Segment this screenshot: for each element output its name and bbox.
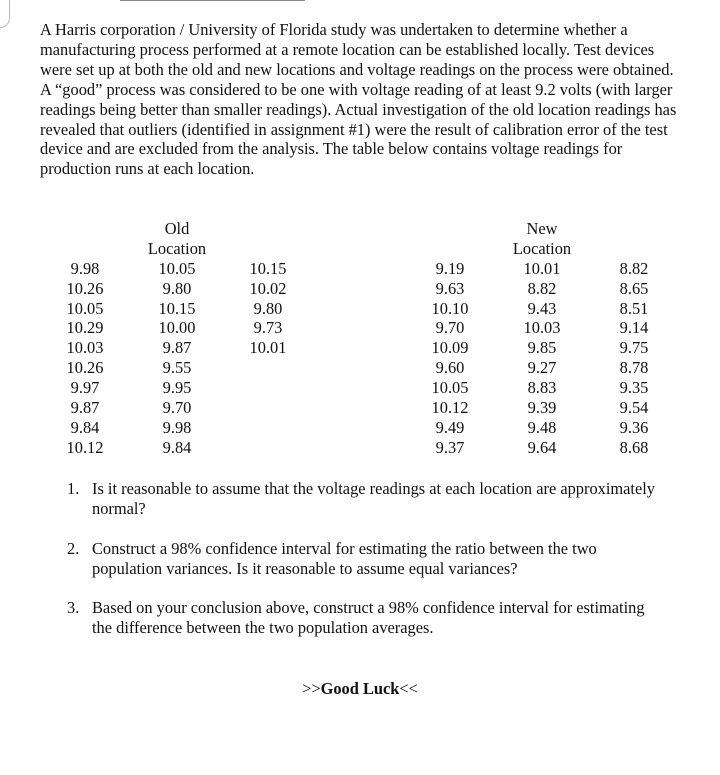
voltage-reading-cell: 9.80 <box>253 298 283 318</box>
voltage-reading-cell: 9.70 <box>162 398 192 418</box>
voltage-reading-cell: 9.35 <box>619 378 649 398</box>
question-item <box>67 598 667 638</box>
voltage-reading-cell: 9.80 <box>162 278 192 298</box>
voltage-reading-cell: 9.36 <box>619 417 649 437</box>
voltage-reading-cell: 9.84 <box>162 437 192 457</box>
new-location-header <box>492 219 592 259</box>
voltage-reading-cell: 9.27 <box>527 358 557 378</box>
voltage-reading-cell: 10.01 <box>249 338 287 358</box>
good-luck-footer <box>0 679 720 699</box>
footer-suffix: << <box>399 679 418 698</box>
voltage-reading-cell: 9.98 <box>162 417 192 437</box>
question-text: Construct a 98% confidence interval for estimating the ratio between the two population variances. Is it reasonable to assume equal variances? <box>92 538 597 578</box>
question-text: Based on your conclusion above, construct a 98% confidence interval for estimating the difference between the two population averages. <box>92 598 645 638</box>
question-number: 3. <box>67 598 80 618</box>
new-header-line1: New <box>526 219 558 238</box>
voltage-reading-cell: 9.43 <box>527 298 557 318</box>
voltage-reading-cell: 9.84 <box>70 417 100 437</box>
voltage-reading-cell: 9.95 <box>162 378 192 398</box>
voltage-reading-cell: 8.82 <box>619 258 649 278</box>
old-header-line1: Old <box>164 219 190 238</box>
voltage-reading-cell: 9.60 <box>435 358 465 378</box>
voltage-reading-cell: 9.48 <box>527 417 557 437</box>
intro-paragraph: A Harris corporation / University of Florida study was undertaken to determine whether a manufacturing process performed at a remote location can be established locally. Test devices were set up at both the old and new locations and voltage readings on the process were obtained. A “good” process was considered to be one with voltage reading of at least 9.2 volts (with larger readings being better than smaller readings). Actual investigation of the old location readings has revealed that outliers (identified in assignment #1) were the result of calibration error of the test device and are excluded from the analysis. The table below contains voltage readings for production runs at each location. <box>40 20 677 179</box>
question-text: Is it reasonable to assume that the voltage readings at each location are approximately normal? <box>92 479 655 518</box>
voltage-reading-cell: 9.87 <box>70 398 100 418</box>
voltage-reading-cell: 10.10 <box>431 298 469 318</box>
new-header-line2: Location <box>512 238 572 258</box>
new-location-column-3 <box>594 259 674 458</box>
old-location-header <box>127 219 227 259</box>
top-divider <box>120 0 305 1</box>
new-location-column-1 <box>410 259 490 458</box>
question-item <box>67 479 667 519</box>
footer-prefix: >> <box>302 679 321 698</box>
question-list <box>67 479 667 658</box>
voltage-reading-cell: 8.68 <box>619 437 649 457</box>
voltage-reading-cell: 9.87 <box>162 338 192 358</box>
voltage-reading-cell: 9.14 <box>619 318 649 338</box>
voltage-reading-cell: 10.26 <box>66 278 104 298</box>
voltage-reading-cell: 9.19 <box>435 258 465 278</box>
voltage-reading-cell: 10.02 <box>249 278 287 298</box>
old-location-column-3 <box>228 259 308 358</box>
question-item <box>67 539 667 579</box>
voltage-reading-cell: 10.00 <box>158 318 196 338</box>
voltage-reading-cell: 9.54 <box>619 398 649 418</box>
voltage-reading-cell: 8.65 <box>619 278 649 298</box>
voltage-reading-cell: 10.05 <box>66 298 104 318</box>
voltage-reading-cell: 8.82 <box>527 278 557 298</box>
voltage-reading-cell: 8.83 <box>527 378 557 398</box>
voltage-reading-cell: 10.12 <box>66 437 104 457</box>
voltage-reading-cell: 9.63 <box>435 278 465 298</box>
old-location-column-1 <box>45 259 125 458</box>
voltage-reading-cell: 9.49 <box>435 417 465 437</box>
voltage-reading-cell: 8.51 <box>619 298 649 318</box>
voltage-reading-cell: 9.39 <box>527 398 557 418</box>
voltage-reading-cell: 9.98 <box>70 258 100 278</box>
voltage-reading-cell: 9.73 <box>253 318 283 338</box>
voltage-reading-cell: 10.09 <box>431 338 469 358</box>
old-location-column-2 <box>137 259 217 458</box>
voltage-reading-cell: 9.55 <box>162 358 192 378</box>
voltage-reading-cell: 9.97 <box>70 378 100 398</box>
voltage-reading-cell: 9.85 <box>527 338 557 358</box>
voltage-reading-cell: 9.70 <box>435 318 465 338</box>
voltage-reading-cell: 9.64 <box>527 437 557 457</box>
voltage-reading-cell: 10.03 <box>523 318 561 338</box>
voltage-reading-cell: 10.12 <box>431 398 469 418</box>
page-corner-decoration <box>0 0 10 28</box>
question-number: 2. <box>67 538 80 558</box>
voltage-reading-cell: 10.15 <box>158 298 196 318</box>
voltage-reading-cell: 10.01 <box>523 258 561 278</box>
footer-bold-text: Good Luck <box>320 679 400 698</box>
voltage-reading-cell: 10.03 <box>66 338 104 358</box>
voltage-reading-cell: 9.75 <box>619 338 649 358</box>
voltage-reading-cell: 9.37 <box>435 437 465 457</box>
voltage-reading-cell: 8.78 <box>619 358 649 378</box>
voltage-reading-cell: 10.05 <box>158 258 196 278</box>
voltage-reading-cell: 10.15 <box>249 258 287 278</box>
old-header-line2: Location <box>147 238 207 258</box>
voltage-reading-cell: 10.05 <box>431 378 469 398</box>
question-number: 1. <box>67 479 80 498</box>
voltage-reading-cell: 10.26 <box>66 358 104 378</box>
voltage-reading-cell: 10.29 <box>66 318 104 338</box>
new-location-column-2 <box>502 259 582 458</box>
